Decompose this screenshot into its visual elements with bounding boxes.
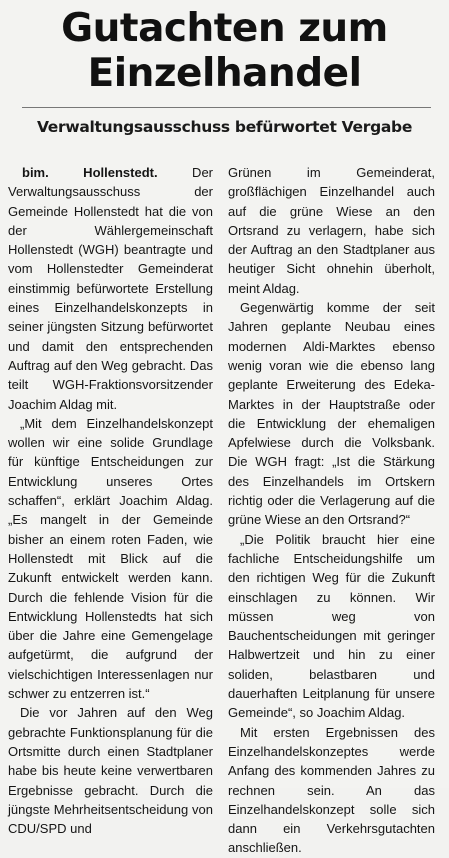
- paragraph: Mit ersten Ergebnissen des Einzelhandelskonzeptes werde Anfang des kommenden Jahres zu rechnen sein. An das Einzelhandelskonzept solle sich dann ein Verkehrsgutachten anschließen.: [228, 724, 435, 856]
- headline: [0, 0, 449, 96]
- headline-line-1: Gutachten zum: [61, 6, 388, 51]
- paragraph: [8, 163, 213, 414]
- dateline: bim. Hollenstedt.: [22, 165, 158, 180]
- paragraph: „Die Politik braucht hier eine fachliche Entscheidungshilfe um den richtigen Weg für die Zukunft einschlagen zu können. Wir müssen weg von Bauchentscheidungen mit geringer Halbwertzeit und hin zu einer soliden, belastbaren und dauerhaften Leitplanung für unsere Gemeinde“, so Joachim Aldag.: [228, 531, 435, 721]
- headline-line-2: Einzelhandel: [87, 51, 362, 96]
- subheadline: Verwaltungsausschuss befürwortet Vergabe: [36, 118, 413, 136]
- headline-divider: [22, 107, 431, 108]
- left-column: [8, 163, 213, 838]
- paragraph: Gegenwärtig komme der seit Jahren geplante Neubau eines modernen Aldi-Marktes ebenso wenig voran wie die ebenso lang geplante Erweiterung des Edeka-Marktes in der Hauptstraße oder die Entwicklung der ehemaligen Apfelwiese durch die Volksbank. Die WGH fragt: „Ist die Stärkung des Einzelhandels im Ortskern richtig oder die Verlagerung auf die grüne Wiese an den Ortsrand?“: [228, 300, 435, 528]
- article-body: [0, 163, 449, 856]
- paragraph: „Mit dem Einzelhandelskonzept wollen wir eine solide Grundlage für künftige Entscheidungen zur Entwicklung unseres Ortes schaffen“, erklärt Joachim Aldag. „Es mangelt in der Gemeinde bisher an einem roten Faden, wie Hollenstedt mit Blick auf die Zukunft entwickelt werden kann. Durch die fehlende Vision für die Entwicklung Hollenstedts hat sich über die Jahre eine Gemengelage aufgetürmt, die aufgrund der vielschichtigen Interessenlagen nur schwer zu entzerren ist.“: [8, 415, 213, 702]
- paragraph-text: Der Verwaltungsausschuss der Gemeinde Hollenstedt hat die von der Wählergemeinschaft Hollenstedt (WGH) beantragte und vom Hollenstedter Gemeinderat einstimmig befürwortete Erstellung eines Einzelhandelskonzepts in seiner jüngsten Sitzung befürwortet und damit den entsprechenden Auftrag auf den Weg gebracht. Das teilt WGH-Fraktionsvorsitzender Joachim Aldag mit.: [8, 165, 214, 412]
- paragraph: Die vor Jahren auf den Weg gebrachte Funktionsplanung für die Ortsmitte durch einen Stadtplaner habe bis heute keine verwertbaren Ergebnisse gebracht. Durch die jüngste Mehrheitsentscheidung von CDU/SPD und: [8, 705, 213, 837]
- paragraph: Grünen im Gemeinderat, großflächigen Einzelhandel auch auf die grüne Wiese an den Ortsrand zu verlagern, habe sich der Auftrag an den Stadtplaner aus heutiger Sicht ohnehin überholt, meint Aldag.: [228, 165, 435, 296]
- right-column: [228, 163, 435, 858]
